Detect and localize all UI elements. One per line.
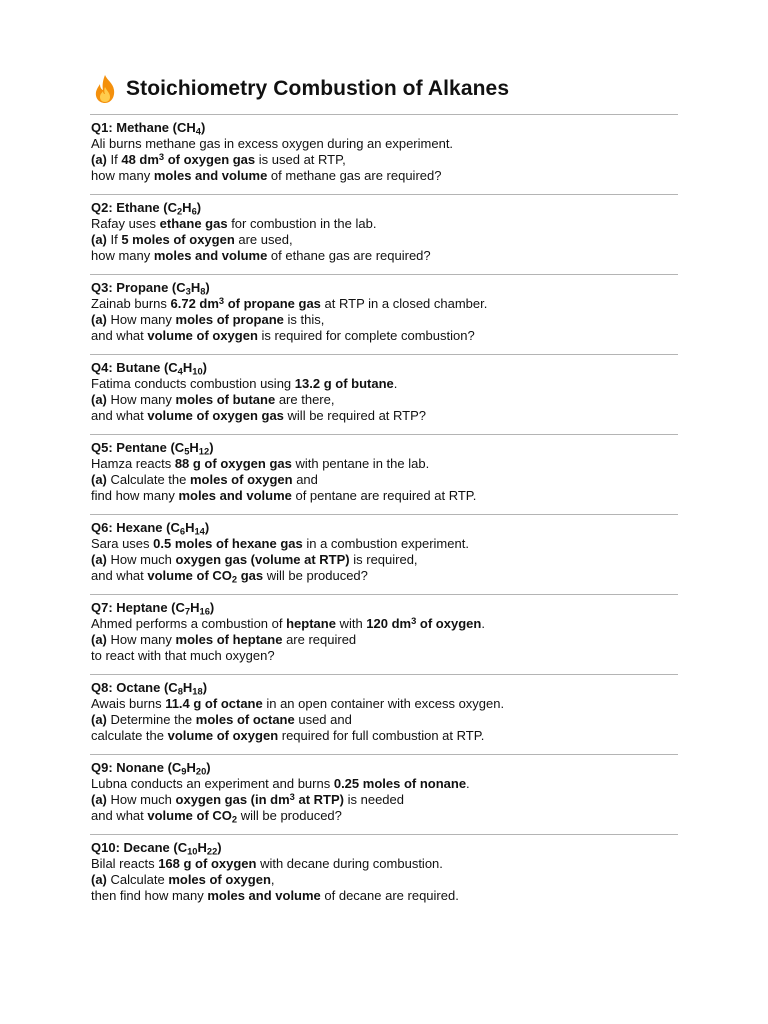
text-run: H [186,760,196,775]
text-run: at RTP) [294,792,344,807]
question-line [91,392,678,408]
question-line [91,552,678,568]
question-block [90,835,678,914]
text-run: oxygen gas (volume at RTP) [175,552,350,567]
question-line [91,408,678,424]
text-run: and what [91,328,148,343]
text-run: used and [294,712,352,727]
text-run: 5 moles of oxygen [121,232,235,247]
question-line [91,648,678,664]
text-run: calculate the [91,728,168,743]
text-run: Q1: Methane (CH [91,120,196,135]
subscript: 9 [181,766,187,777]
question-line [91,712,678,728]
text-run: Q9: Nonane (C [91,760,182,775]
text-run: How many [106,632,176,647]
text-run: moles of propane [175,312,284,327]
text-run: (a) [91,392,107,407]
text-run: 0.5 moles of hexane gas [153,536,303,551]
question-line [91,872,678,888]
question-line [91,728,678,744]
text-run: Calculate the [106,472,190,487]
question-heading [91,840,678,856]
superscript: 3 [411,615,417,626]
page-title: Stoichiometry Combustion of Alkanes [126,77,510,100]
text-run: H [182,200,192,215]
question-block [90,675,678,754]
text-run: ) [206,760,211,775]
subscript: 2 [176,206,183,217]
text-run: is used at RTP, [255,152,346,167]
subscript: 7 [184,606,191,617]
text-run: H [185,520,195,535]
question-line [91,312,678,328]
text-run: 0.25 moles of nonane [333,776,467,791]
text-run: . [466,776,470,791]
subscript: 6 [191,206,197,217]
subscript: 20 [195,766,207,777]
text-run: (a) [91,472,107,487]
text-run: gas [237,568,264,583]
subscript: 14 [194,526,205,537]
text-run: moles and volume [178,488,292,503]
text-run: Zainab burns [91,296,171,311]
fire-icon [92,74,118,104]
question-block [90,355,678,434]
text-run: ) [217,840,222,855]
text-run: Q7: Heptane (C [91,600,185,615]
text-run: for combustion in the lab. [227,216,377,231]
text-run: moles of octane [195,712,295,727]
text-run: If [106,152,122,167]
question-heading [91,200,678,216]
text-run: ) [202,360,208,375]
text-run: 48 dm [121,152,159,167]
subscript: 6 [179,526,186,537]
text-run: Q10: Decane (C [91,840,188,855]
text-run: 88 g of oxygen gas [174,456,292,471]
question-heading [91,440,678,456]
text-run: Lubna conducts an experiment and burns [91,776,334,791]
text-run: is required for complete combustion? [257,328,475,343]
text-run: ) [209,600,215,615]
question-block [90,595,678,674]
text-run: moles of oxygen [190,472,293,487]
subscript: 2 [231,574,238,585]
text-run: with decane during combustion. [256,856,443,871]
text-run: Ali burns methane gas in excess oxygen during an experiment. [91,136,454,151]
text-run: of ethane gas are required? [267,248,431,263]
text-run: ethane gas [159,216,228,231]
text-run: . [481,616,485,631]
text-run: How many [106,312,176,327]
text-run: 120 dm [366,616,412,631]
subscript: 8 [200,286,206,297]
text-run: find how many [91,488,179,503]
text-run: Q2: Ethane (C [91,200,177,215]
text-run: ) [205,280,210,295]
subscript: 4 [177,366,183,377]
question-block [90,435,678,514]
text-run: of oxygen gas [164,152,256,167]
text-run: H [190,280,201,295]
text-run: in a combustion experiment. [302,536,469,551]
text-run: Hamza reacts [91,456,175,471]
text-run: Q6: Hexane (C [91,520,180,535]
text-run: Awais burns [91,696,166,711]
text-run: Sara uses [91,536,154,551]
question-block [90,115,678,194]
question-line [91,808,678,824]
question-line [91,328,678,344]
text-run: moles and volume [153,168,268,183]
text-run: (a) [91,632,107,647]
text-run: Bilal reacts [91,856,159,871]
text-run: and [292,472,318,487]
question-line [91,776,678,792]
text-run: 6.72 dm [170,296,219,311]
text-run: required for full combustion at RTP. [278,728,485,743]
text-run: How much [106,552,176,567]
text-run: ) [200,120,206,135]
text-run: H [182,360,193,375]
superscript: 3 [158,151,165,162]
question-line [91,136,678,152]
title-row [92,74,509,104]
subscript: 12 [198,446,210,457]
text-run: Rafay uses [91,216,160,231]
question-heading [91,520,678,536]
text-run: oxygen gas (in dm [175,792,290,807]
text-run: is needed [344,792,404,807]
question-heading [91,600,678,616]
text-run: If [106,232,122,247]
subscript: 18 [192,686,203,697]
text-run: H [189,440,199,455]
text-run: moles of oxygen [168,872,271,887]
text-run: then find how many [91,888,208,903]
question-heading [91,120,678,136]
text-run: will be produced? [263,568,368,583]
question-line [91,376,678,392]
text-run: 13.2 g of butane [294,376,394,391]
text-run: volume of oxygen [147,328,258,343]
text-run: 168 g of oxygen [158,856,257,871]
text-run: (a) [91,312,107,327]
question-line [91,616,678,632]
text-run: (a) [91,232,107,247]
text-run: How much [106,792,176,807]
text-run: Q4: Butane (C [91,360,178,375]
text-run: Q3: Propane (C [91,280,186,295]
question-line [91,232,678,248]
text-run: Q5: Pentane (C [91,440,185,455]
text-run: Determine the [106,712,196,727]
question-heading [91,280,678,296]
text-run: (a) [91,152,107,167]
text-run: ) [196,200,202,215]
question-line [91,856,678,872]
text-run: (a) [91,872,107,887]
text-run: volume of oxygen gas [147,408,284,423]
question-block [90,515,678,594]
text-run: and what [91,568,148,583]
superscript: 3 [289,791,295,802]
question-line [91,456,678,472]
text-run: moles and volume [153,248,268,263]
text-run: will be produced? [237,808,342,823]
question-line [91,568,678,584]
text-run: to react with that much oxygen? [91,648,275,663]
text-run: . [393,376,398,391]
text-run: of decane are required. [320,888,459,903]
question-block [90,275,678,354]
subscript: 4 [195,126,201,137]
question-block [90,195,678,274]
text-run: and what [91,408,148,423]
text-run: of propane gas [224,296,321,311]
text-run: in an open container with excess oxygen. [262,696,505,711]
text-run: , [270,872,275,887]
subscript: 5 [184,446,190,457]
text-run: (a) [91,552,107,567]
text-run: (a) [91,712,107,727]
text-run: H [190,600,200,615]
text-run: How many [106,392,176,407]
text-run: are used, [234,232,293,247]
text-run: 11.4 g of octane [165,696,263,711]
question-line [91,216,678,232]
text-run: how many [91,248,154,263]
text-run: Fatima conducts combustion using [91,376,295,391]
question-line [91,472,678,488]
question-heading [91,680,678,696]
text-run: H [197,840,207,855]
text-run: heptane [286,616,336,631]
text-run: is required, [349,552,418,567]
question-line [91,168,678,184]
text-run: (a) [91,792,107,807]
subscript: 10 [192,366,203,377]
subscript: 8 [177,686,183,697]
question-line [91,488,678,504]
text-run: how many [91,168,154,183]
subscript: 3 [185,286,191,297]
question-heading [91,760,678,776]
text-run: is this, [283,312,325,327]
text-run: volume of oxygen [167,728,279,743]
text-run: with [335,616,367,631]
text-run: ) [204,520,210,535]
text-run: of oxygen [416,616,482,631]
text-run: moles and volume [207,888,321,903]
text-run: will be required at RTP? [283,408,427,423]
text-run: and what [91,808,148,823]
text-run: with pentane in the lab. [291,456,430,471]
subscript: 16 [199,606,210,617]
text-run: moles of heptane [175,632,283,647]
text-run: ) [202,680,208,695]
text-run: moles of butane [175,392,276,407]
question-line [91,696,678,712]
question-line [91,296,678,312]
question-line [91,888,678,904]
text-run: volume of CO [147,568,232,583]
text-run: volume of CO [147,808,232,823]
text-run: Calculate [106,872,169,887]
question-line [91,248,678,264]
text-run: Ahmed performs a combustion of [91,616,287,631]
question-line [91,632,678,648]
question-block [90,755,678,834]
text-run: ) [209,440,214,455]
text-run: H [182,680,193,695]
subscript: 2 [231,814,238,825]
superscript: 3 [218,295,225,306]
text-run: are there, [275,392,335,407]
text-run: at RTP in a closed chamber. [320,296,488,311]
subscript: 10 [187,846,198,857]
text-run: Q8: Octane (C [91,680,178,695]
text-run: of pentane are required at RTP. [291,488,477,503]
subscript: 22 [206,846,218,857]
question-line [91,152,678,168]
text-run: of methane gas are required? [267,168,442,183]
question-heading [91,360,678,376]
text-run: are required [282,632,357,647]
question-line [91,536,678,552]
question-list [90,114,678,914]
question-line [91,792,678,808]
